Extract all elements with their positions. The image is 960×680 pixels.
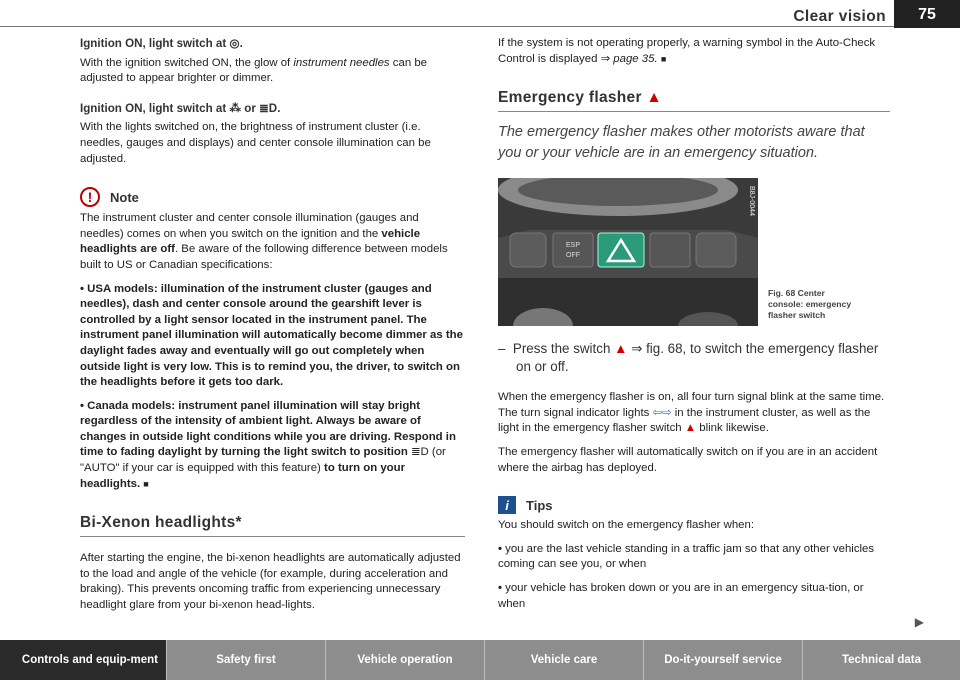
- airbag-text: The emergency flasher will automatically switch on if you are in an accident where the airbag has deployed.: [498, 445, 878, 474]
- esp-label: ESP: [565, 242, 581, 250]
- ignition-on-text: With the ignition switched ON, the glow of instrument needles can be adjusted to appear brighter or dimmer.: [80, 56, 427, 85]
- tip-item: • your vehicle has broken down or you are in an emergency situa-tion, or when: [498, 581, 890, 612]
- turn-signal-arrows-icon: ⇦⇨: [652, 406, 672, 419]
- nav-tab-vehicle-care[interactable]: Vehicle care: [484, 640, 643, 680]
- end-mark: ■: [143, 478, 149, 489]
- bixenon-text: After starting the engine, the bi-xenon headlights are automatically adjusted to the load and angle of the vehicle (for example, during acceleration and braking). This prevents oncoming traffic from experiencing unnecessary headlight glare from your bi-xenon head-lights.: [80, 552, 461, 612]
- lead-text: The emergency flasher makes other motorists aware that you or your vehicle are in an emergency situation.: [498, 124, 865, 162]
- note-title: Note: [110, 189, 139, 205]
- footer-nav: [0, 640, 960, 680]
- continue-arrow-icon: ▶: [914, 615, 924, 629]
- tips-title: Tips: [526, 497, 553, 513]
- parking-light-icon: ⁂: [229, 101, 242, 115]
- note-header: [80, 187, 465, 207]
- nav-tab-technical-data[interactable]: Technical data: [802, 640, 960, 680]
- right-column: [498, 36, 890, 620]
- console-illustration: [498, 178, 758, 326]
- note-canada-bullet: • Canada models: instrument panel illumination will stay bright regardless of the intensity of ambient light. Always be aware of changes in outside light conditions while you are driving. Respond in time to fading daylight by turning the light switch to position ≣D (or "AUTO" if your car is equipped with this feature) to turn on your headlights. ■: [80, 399, 465, 493]
- nav-tab-diy-service[interactable]: Do-it-yourself service: [643, 640, 802, 680]
- headlight-icon: ≣D: [259, 101, 278, 115]
- hazard-triangle-icon: ▲: [684, 422, 697, 435]
- tips-header: [498, 496, 890, 514]
- left-column: [80, 36, 465, 622]
- hazard-triangle-icon: ▲: [614, 341, 628, 357]
- nav-tab-controls[interactable]: Controls and equip-ment: [0, 640, 166, 680]
- heading-rule: [80, 536, 465, 537]
- flasher-on-text: When the emergency flasher is on, all four turn signal blink at the same time. The turn signal indicator lights ⇦⇨ in the instrument cluster, as well as the light in the emergency flasher switch ▲ blink likewise.: [498, 391, 885, 435]
- bixenon-heading: Bi-Xenon headlights*: [80, 514, 242, 532]
- heading-rule: [498, 111, 890, 112]
- hazard-triangle-icon: ▲: [646, 89, 663, 107]
- exclamation-icon: !: [80, 187, 100, 207]
- figure-caption: Fig. 68 Center console: emergency flasher switch: [768, 288, 852, 321]
- header-rule: [0, 26, 898, 27]
- figure-code: B8J-0044: [748, 186, 755, 217]
- nav-tab-safety[interactable]: Safety first: [166, 640, 325, 680]
- lights-on-text: With the lights switched on, the brightness of instrument cluster (i.e. needles, gauges and displays) and center console illumination can be adjusted.: [80, 121, 431, 165]
- page-number: 75: [894, 0, 960, 28]
- tips-intro: You should switch on the emergency flasher when:: [498, 519, 755, 532]
- nav-tab-vehicle-operation[interactable]: Vehicle operation: [325, 640, 484, 680]
- off-label: OFF: [566, 252, 580, 260]
- info-icon: i: [498, 496, 516, 514]
- tip-item: • you are the last vehicle standing in a traffic jam so that any other vehicles coming can see you, or when: [498, 542, 890, 573]
- note-usa-bullet: • USA models: illumination of the instrument cluster (gauges and needles), dash and center console around the gearshift lever is controlled by a light sensor located in the instrument panel. The instrument panel illumination will automatically become dimmer as the daylight fades away and eventually will go out completely when outside light is very low. This is to remind you, the driver, to switch on the headlights before it gets too dark.: [80, 282, 465, 391]
- intro-text: If the system is not operating properly, a warning symbol in the Auto-Check Control is displayed ⇒ page 35. ■: [498, 37, 876, 65]
- end-mark: ■: [660, 53, 667, 64]
- lights-on-heading: Ignition ON, light switch at ⁂ or ≣D.: [80, 101, 281, 115]
- step-press-switch: – Press the switch ▲ ⇒ fig. 68, to switch the emergency flasher on or off.: [498, 341, 879, 375]
- headlight-icon: ≣D: [410, 446, 429, 459]
- center-console-image: [498, 178, 758, 326]
- light-switch-position-icon: ◎: [229, 37, 240, 50]
- note-paragraph: The instrument cluster and center console illumination (gauges and needles) comes on when you switch on the ignition and the vehicle headlights are off. Be aware of the following difference between models built to US or Canadian specifications:: [80, 212, 448, 271]
- emergency-flasher-heading: Emergency flasher ▲: [498, 89, 663, 107]
- ignition-on-heading: Ignition ON, light switch at ◎.: [80, 37, 243, 50]
- chapter-title: Clear vision: [793, 8, 886, 25]
- figure-68: [498, 178, 890, 326]
- page-reference-link[interactable]: page 35.: [613, 52, 658, 65]
